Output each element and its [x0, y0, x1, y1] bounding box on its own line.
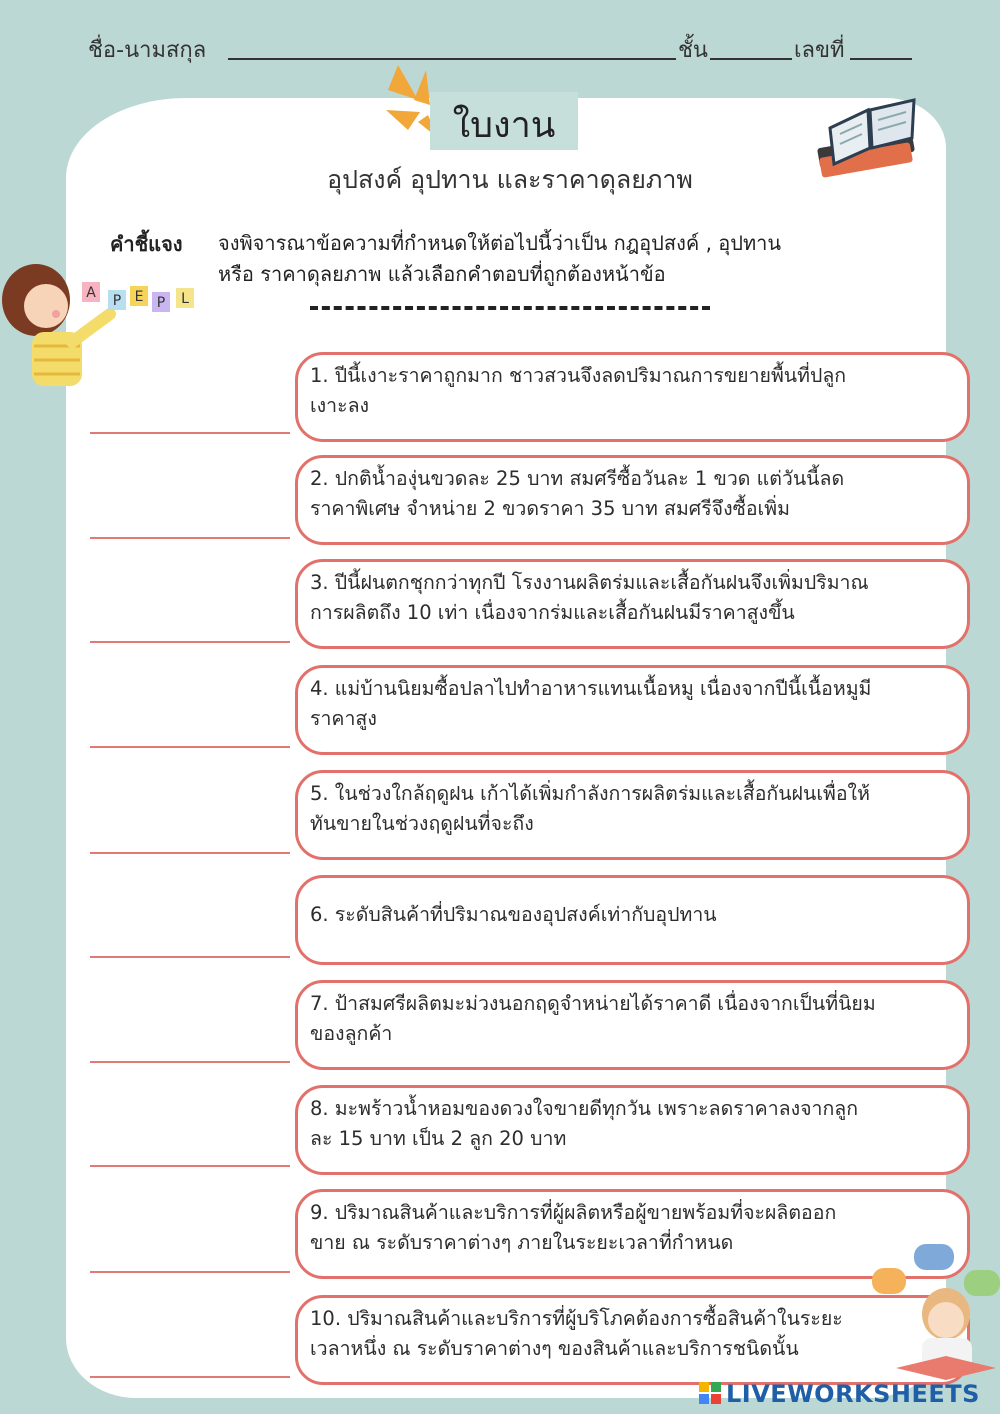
worksheet-subtitle: อุปสงค์ อุปทาน และราคาดุลยภาพ [327, 165, 693, 194]
question-line: 9. ปริมาณสินค้าและบริการที่ผู้ผลิตหรือผู้ขายพร้อมที่จะผลิตออก [310, 1201, 837, 1224]
dashed-divider [310, 306, 710, 310]
answer-blank[interactable] [90, 1376, 290, 1378]
question-line: 8. มะพร้าวน้ำหอมของดวงใจขายดีทุกวัน เพราะลดราคาลงจากลูก [310, 1097, 859, 1120]
page-title: ใบงาน [452, 105, 556, 146]
class-label: ชั้น [678, 38, 708, 63]
letter-card: P [156, 295, 166, 311]
question-box [295, 352, 970, 442]
instructions-line: จงพิจารณาข้อความที่กำหนดให้ต่อไปนี้ว่าเป็น กฎอุปสงค์ , อุปทาน [218, 231, 782, 255]
answer-blank[interactable] [90, 852, 290, 854]
question-line: การผลิตถึง 10 เท่า เนื่องจากร่มและเสื้อกันฝนมีราคาสูงขึ้น [310, 601, 795, 624]
question-line: 2. ปกติน้ำองุ่นขวดละ 25 บาท สมศรีซื้อวันละ 1 ขวด แต่วันนี้ลด [310, 467, 845, 490]
instructions-line: หรือ ราคาดุลยภาพ แล้วเลือกคำตอบที่ถูกต้องหน้าข้อ [218, 262, 666, 286]
answer-blank[interactable] [90, 746, 290, 748]
number-blank[interactable] [850, 58, 912, 60]
question-box [295, 455, 970, 545]
question-line: เงาะลง [310, 394, 370, 417]
question-line: ราคาพิเศษ จำหน่าย 2 ขวดราคา 35 บาท สมศรีจึงซื้อเพิ่ม [310, 497, 790, 520]
question-line: 5. ในช่วงใกล้ฤดูฝน เก้าได้เพิ่มกำลังการผลิตร่มและเสื้อกันฝนเพื่อให้ [310, 782, 870, 805]
girl-illustration [0, 262, 210, 386]
question-line: 1. ปีนี้เงาะราคาถูกมาก ชาวสวนจึงลดปริมาณการขยายพื้นที่ปลูก [310, 364, 847, 387]
letter-card: A [86, 285, 96, 301]
question-box [295, 559, 970, 649]
answer-blank[interactable] [90, 1061, 290, 1063]
instructions-label: คำชี้แจง [110, 232, 183, 256]
answer-blank[interactable] [90, 537, 290, 539]
number-label: เลขที่ [794, 38, 845, 63]
question-box [295, 665, 970, 755]
name-blank[interactable] [228, 58, 676, 60]
letter-card: L [181, 291, 189, 307]
liveworksheets-logo-icon [699, 1382, 721, 1404]
question-box [295, 1085, 970, 1175]
question-line: 7. ป้าสมศรีผลิตมะม่วงนอกฤดูจำหน่ายได้ราคาดี เนื่องจากเป็นที่นิยม [310, 992, 876, 1015]
question-line: ของลูกค้า [310, 1022, 393, 1045]
question-box [295, 875, 970, 965]
answer-blank[interactable] [90, 1165, 290, 1167]
instructions-text [218, 228, 908, 290]
question-line: 6. ระดับสินค้าที่ปริมาณของอุปสงค์เท่ากับอุปทาน [310, 903, 717, 926]
question-box [295, 770, 970, 860]
question-box [295, 980, 970, 1070]
question-line: 4. แม่บ้านนิยมซื้อปลาไปทำอาหารแทนเนื้อหมู เนื่องจากปีนี้เนื้อหมูมี [310, 677, 872, 700]
question-line: 10. ปริมาณสินค้าและบริการที่ผู้บริโภคต้องการซื้อสินค้าในระยะ [310, 1307, 843, 1330]
letter-card: P [112, 293, 122, 309]
question-line: ขาย ณ ระดับราคาต่างๆ ภายในระยะเวลาที่กำหนด [310, 1231, 734, 1254]
liveworksheets-watermark[interactable]: LIVEWORKSHEETS [726, 1380, 980, 1408]
question-line: ทันขายในช่วงฤดูฝนที่จะถึง [310, 812, 534, 835]
header [88, 28, 918, 68]
question-line: ราคาสูง [310, 707, 377, 730]
answer-blank[interactable] [90, 1271, 290, 1273]
answer-blank[interactable] [90, 956, 290, 958]
letter-card: E [134, 289, 144, 305]
question-line: เวลาหนึ่ง ณ ระดับราคาต่างๆ ของสินค้าและบริการชนิดนั้น [310, 1337, 799, 1360]
class-blank[interactable] [710, 58, 792, 60]
books-icon [810, 88, 930, 188]
question-line: ละ 15 บาท เป็น 2 ลูก 20 บาท [310, 1127, 567, 1150]
answer-blank[interactable] [90, 641, 290, 643]
name-label: ชื่อ-นามสกุล [88, 38, 207, 63]
answer-blank[interactable] [90, 432, 290, 434]
reading-girl-illustration [866, 1240, 1000, 1390]
question-line: 3. ปีนี้ฝนตกชุกกว่าทุกปี โรงงานผลิตร่มและเสื้อกันฝนจึงเพิ่มปริมาณ [310, 571, 869, 594]
